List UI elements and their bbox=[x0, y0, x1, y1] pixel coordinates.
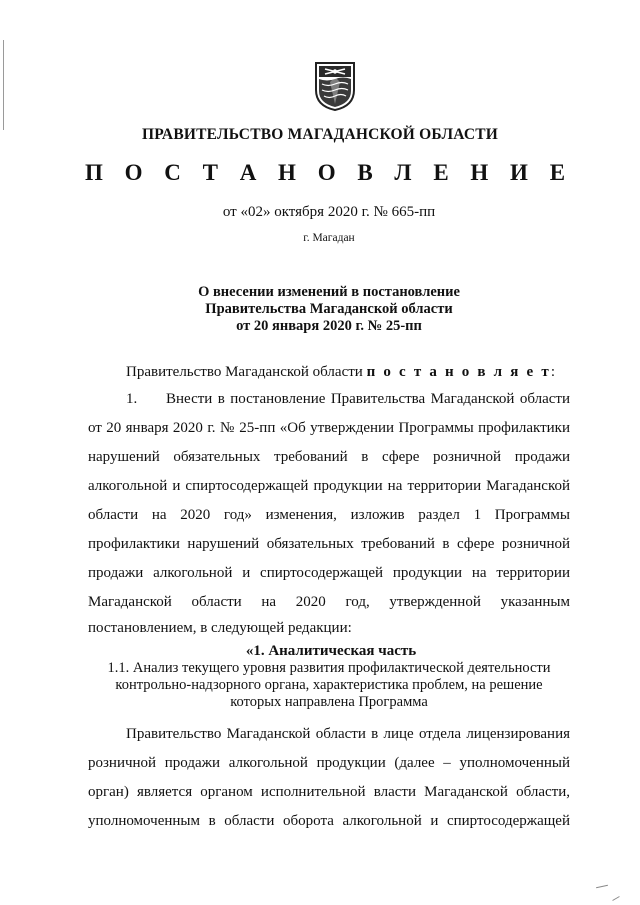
item-1-line: от 20 января 2020 г. № 25-пп «Об утверждении Программы профилактики bbox=[88, 420, 570, 436]
item-1-text: Внести в постановление Правительства Магаданской области bbox=[166, 391, 570, 407]
scan-speck bbox=[612, 896, 619, 901]
title-line: Правительства Магаданской области bbox=[205, 301, 453, 317]
magadan-coat-of-arms-icon bbox=[313, 60, 357, 112]
preamble-text: Правительство Магаданской области bbox=[126, 364, 363, 380]
item-1-line: Магаданской области на 2020 год, утвержденной указанным bbox=[88, 594, 570, 610]
body-line: уполномоченным в области оборота алкогольной и спиртосодержащей bbox=[88, 813, 570, 829]
section-subheading-line: 1.1. Анализ текущего уровня развития профилактической деятельности bbox=[107, 660, 551, 676]
item-1-line: постановлением, в следующей редакции: bbox=[88, 620, 352, 636]
preamble bbox=[126, 364, 555, 381]
scan-speck bbox=[596, 885, 608, 888]
title-line: О внесении изменений в постановление bbox=[198, 284, 460, 300]
item-1-line: области на 2020 год» изменения, изложив раздел 1 Программы bbox=[88, 507, 570, 523]
date-and-number: от «02» октября 2020 г. № 665-пп bbox=[222, 204, 436, 220]
government-name: ПРАВИТЕЛЬСТВО МАГАДАНСКОЙ ОБЛАСТИ bbox=[141, 126, 499, 143]
item-1-line: нарушений обязательных требований в сфере розничной продажи bbox=[88, 449, 570, 465]
item-1-line: профилактики нарушений обязательных требований в сфере розничной bbox=[88, 536, 570, 552]
item-1-line: продажи алкогольной и спиртосодержащей продукции на территории bbox=[88, 565, 570, 581]
scan-edge-line bbox=[3, 40, 4, 130]
city-name: г. Магадан bbox=[303, 232, 355, 244]
item-1-line: алкогольной и спиртосодержащей продукции на территории Магаданской bbox=[88, 478, 570, 494]
section-heading: «1. Аналитическая часть bbox=[245, 643, 417, 659]
document-type: П О С Т А Н О В Л Е Н И Е bbox=[84, 160, 574, 185]
title-line: от 20 января 2020 г. № 25-пп bbox=[236, 318, 422, 334]
item-1-line bbox=[126, 391, 570, 408]
body-line: Правительство Магаданской области в лице отдела лицензирования bbox=[126, 726, 570, 742]
preamble-colon: : bbox=[550, 364, 556, 380]
section-subheading-line: контрольно-надзорного органа, характеристика проблем, на решение bbox=[115, 677, 543, 693]
section-subheading-line: которых направлена Программа bbox=[230, 694, 428, 710]
body-line: орган) является органом исполнительной власти Магаданской области, bbox=[88, 784, 570, 800]
body-line: розничной продажи алкогольной продукции (далее – уполномоченный bbox=[88, 755, 570, 771]
preamble-verb: п о с т а н о в л я е т bbox=[366, 364, 551, 380]
item-1-number: 1. bbox=[126, 391, 138, 407]
